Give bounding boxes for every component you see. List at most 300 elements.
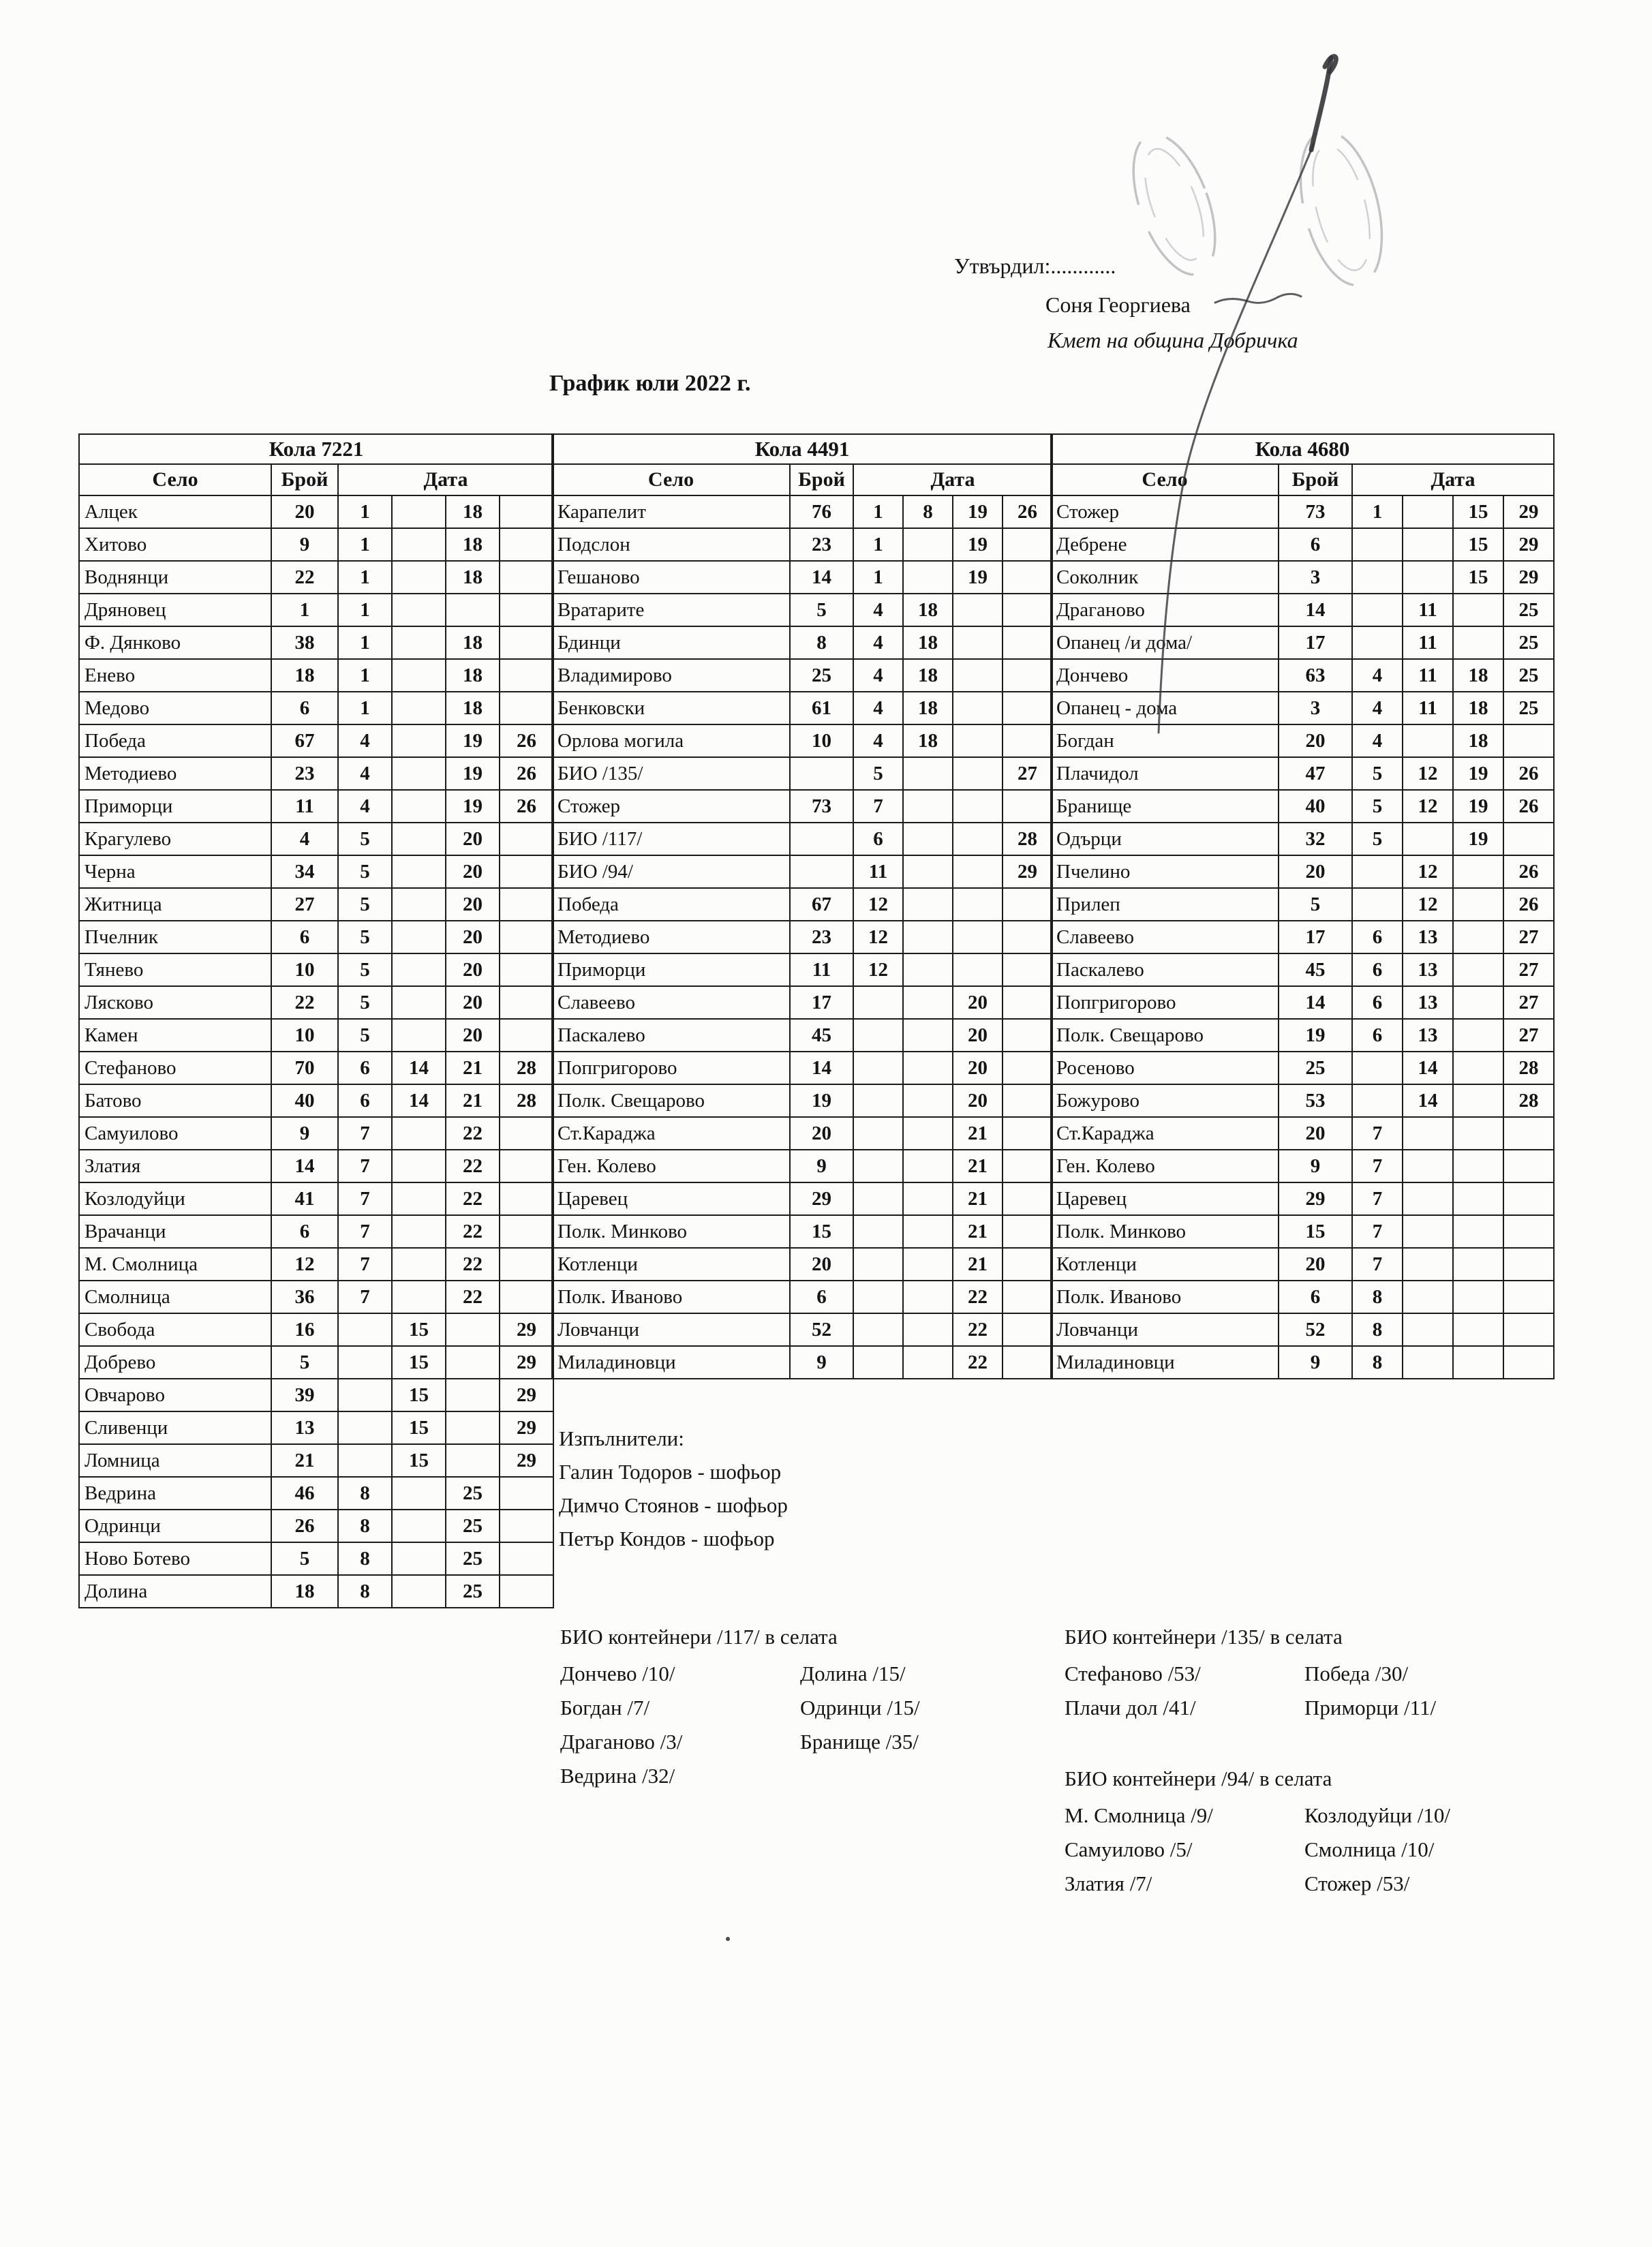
date-cell: 4 — [853, 692, 903, 724]
date-cell: 1 — [338, 659, 392, 692]
date-cell: 8 — [338, 1542, 392, 1575]
village-cell: Черна — [79, 855, 271, 888]
date-cell — [392, 724, 446, 757]
count-cell: 5 — [790, 594, 853, 626]
count-cell: 76 — [790, 495, 853, 528]
date-cell: 20 — [446, 888, 500, 921]
table-row — [1051, 561, 1554, 594]
village-cell: Стефаново — [79, 1052, 271, 1084]
date-cell — [1503, 1117, 1554, 1150]
date-cell: 13 — [1403, 1019, 1453, 1052]
date-cell — [500, 1477, 553, 1510]
table-row — [552, 1117, 1052, 1150]
date-cell: 19 — [446, 757, 500, 790]
date-cell: 1 — [338, 528, 392, 561]
bio-section-items — [560, 1662, 1051, 1798]
village-cell: Тянево — [79, 953, 271, 986]
village-cell: Ст.Караджа — [552, 1117, 790, 1150]
village-cell: Бенковски — [552, 692, 790, 724]
village-cell: Полк. Свещарово — [552, 1084, 790, 1117]
date-cell — [903, 1248, 953, 1281]
date-cell: 5 — [1352, 823, 1403, 855]
date-cell: 22 — [953, 1281, 1003, 1313]
count-header-cell: Брой — [790, 464, 853, 495]
date-cell — [1352, 855, 1403, 888]
table-row — [79, 823, 553, 855]
count-cell: 5 — [1279, 888, 1352, 921]
village-cell: БИО /135/ — [552, 757, 790, 790]
date-cell — [500, 1248, 553, 1281]
table-row — [79, 1019, 553, 1052]
date-cell: 21 — [953, 1150, 1003, 1182]
count-cell — [790, 823, 853, 855]
count-cell: 70 — [271, 1052, 338, 1084]
date-cell — [1403, 1117, 1453, 1150]
table-row — [1051, 1150, 1554, 1182]
date-cell — [1352, 1052, 1403, 1084]
date-cell: 21 — [953, 1182, 1003, 1215]
date-cell — [446, 594, 500, 626]
date-cell — [1403, 495, 1453, 528]
date-cell — [853, 1117, 903, 1150]
table-row — [552, 1052, 1052, 1084]
date-cell: 21 — [953, 1117, 1003, 1150]
date-cell — [853, 1346, 903, 1379]
date-cell — [1453, 1150, 1503, 1182]
date-cell — [1003, 528, 1052, 561]
executor-line: Димчо Стоянов - шофьор — [559, 1493, 788, 1517]
date-cell: 18 — [446, 692, 500, 724]
schedule-table-kola-4680 — [1050, 433, 1555, 1379]
date-cell — [500, 1510, 553, 1542]
date-cell — [1503, 1346, 1554, 1379]
round-stamp-icon — [1117, 123, 1232, 285]
date-cell: 25 — [1503, 692, 1554, 724]
bio-item: Приморци /11/ — [1304, 1696, 1437, 1719]
date-cell — [392, 594, 446, 626]
bio-item: Плачи дол /41/ — [1065, 1696, 1196, 1719]
signature-icon — [1325, 57, 1336, 72]
date-cell — [953, 921, 1003, 953]
count-cell: 10 — [271, 953, 338, 986]
date-cell — [1003, 594, 1052, 626]
date-cell: 12 — [1403, 790, 1453, 823]
date-cell — [392, 626, 446, 659]
date-cell: 29 — [1503, 495, 1554, 528]
count-cell: 20 — [1279, 1248, 1352, 1281]
bio-item: Златия /7/ — [1065, 1871, 1152, 1895]
document-title: График юли 2022 г. — [549, 371, 751, 396]
village-cell: Победа — [552, 888, 790, 921]
date-cell: 20 — [953, 1084, 1003, 1117]
date-cell — [392, 528, 446, 561]
table-row — [1051, 1182, 1554, 1215]
village-cell: Ломница — [79, 1444, 271, 1477]
date-cell — [500, 1575, 553, 1608]
date-cell — [500, 692, 553, 724]
date-cell — [1003, 953, 1052, 986]
date-cell: 29 — [1503, 561, 1554, 594]
count-cell: 12 — [271, 1248, 338, 1281]
bio-item: М. Смолница /9/ — [1065, 1803, 1213, 1827]
date-cell — [1352, 594, 1403, 626]
date-cell — [500, 495, 553, 528]
village-header-cell: Село — [79, 464, 271, 495]
table-row — [1051, 1346, 1554, 1379]
village-cell: Божурово — [1051, 1084, 1279, 1117]
date-cell — [853, 1215, 903, 1248]
date-cell — [953, 823, 1003, 855]
date-cell — [500, 921, 553, 953]
table-row — [1051, 823, 1554, 855]
table-row — [79, 724, 553, 757]
date-cell: 18 — [903, 724, 953, 757]
table-row — [552, 790, 1052, 823]
table-row — [79, 986, 553, 1019]
table-row — [1051, 659, 1554, 692]
count-cell: 6 — [271, 692, 338, 724]
village-header-cell: Село — [1051, 464, 1279, 495]
bio-section-items — [1065, 1662, 1569, 1730]
date-cell: 11 — [853, 855, 903, 888]
date-cell: 5 — [338, 855, 392, 888]
executor-line: Петър Кондов - шофьор — [559, 1527, 775, 1550]
date-cell — [903, 1215, 953, 1248]
count-header-cell: Брой — [271, 464, 338, 495]
date-cell: 29 — [500, 1379, 553, 1411]
date-cell — [1403, 1215, 1453, 1248]
date-cell: 25 — [1503, 659, 1554, 692]
bio-item: Стефаново /53/ — [1065, 1662, 1201, 1685]
village-cell: Ф. Дянково — [79, 626, 271, 659]
date-cell: 20 — [446, 855, 500, 888]
date-cell — [392, 1117, 446, 1150]
village-cell: Полк. Свещарово — [1051, 1019, 1279, 1052]
date-cell — [446, 1379, 500, 1411]
date-cell — [1403, 823, 1453, 855]
date-cell — [903, 1182, 953, 1215]
date-cell — [338, 1346, 392, 1379]
date-cell — [392, 823, 446, 855]
count-cell: 61 — [790, 692, 853, 724]
village-cell: Одърци — [1051, 823, 1279, 855]
date-cell — [500, 1182, 553, 1215]
date-cell — [1352, 626, 1403, 659]
date-cell — [1503, 1313, 1554, 1346]
village-cell: Смолница — [79, 1281, 271, 1313]
count-cell: 11 — [271, 790, 338, 823]
date-cell — [1453, 1248, 1503, 1281]
date-cell — [853, 1281, 903, 1313]
count-cell: 25 — [1279, 1052, 1352, 1084]
count-cell: 36 — [271, 1281, 338, 1313]
date-cell — [1453, 1281, 1503, 1313]
table-row — [552, 757, 1052, 790]
count-cell: 9 — [1279, 1346, 1352, 1379]
date-cell — [1003, 1150, 1052, 1182]
table-row — [1051, 1313, 1554, 1346]
count-cell: 29 — [790, 1182, 853, 1215]
date-cell — [903, 953, 953, 986]
date-cell — [1003, 1019, 1052, 1052]
table-row — [552, 1215, 1052, 1248]
bio-section-title: БИО контейнери /135/ в селата — [1065, 1625, 1343, 1649]
count-cell: 9 — [271, 1117, 338, 1150]
date-cell — [500, 659, 553, 692]
schedule-table-kola-7221 — [78, 433, 554, 1608]
date-cell — [392, 561, 446, 594]
table-row — [79, 692, 553, 724]
count-cell: 4 — [271, 823, 338, 855]
village-cell: Бдинци — [552, 626, 790, 659]
date-cell: 25 — [446, 1510, 500, 1542]
date-cell — [1003, 626, 1052, 659]
date-cell: 6 — [1352, 1019, 1403, 1052]
date-cell: 8 — [338, 1477, 392, 1510]
village-cell: Плачидол — [1051, 757, 1279, 790]
village-cell: Полк. Минково — [552, 1215, 790, 1248]
count-cell: 18 — [271, 1575, 338, 1608]
approval-signer-position: Кмет на община Добричка — [1047, 328, 1298, 352]
date-cell — [392, 495, 446, 528]
count-cell: 53 — [1279, 1084, 1352, 1117]
date-cell: 6 — [1352, 921, 1403, 953]
village-cell: Добрево — [79, 1346, 271, 1379]
date-cell: 25 — [446, 1542, 500, 1575]
village-cell: Методиево — [552, 921, 790, 953]
table-row — [1051, 986, 1554, 1019]
bio-item: Долина /15/ — [800, 1662, 906, 1685]
table-row — [1051, 495, 1554, 528]
date-cell: 29 — [500, 1411, 553, 1444]
date-cell: 5 — [338, 921, 392, 953]
date-cell: 26 — [500, 790, 553, 823]
village-cell: Полк. Иваново — [552, 1281, 790, 1313]
table-row — [1051, 953, 1554, 986]
village-cell: Прилеп — [1051, 888, 1279, 921]
village-cell: Врачанци — [79, 1215, 271, 1248]
bio-item: Богдан /7/ — [560, 1696, 650, 1719]
village-cell: Опанец /и дома/ — [1051, 626, 1279, 659]
date-header-cell: Дата — [338, 464, 553, 495]
table-row — [79, 1084, 553, 1117]
date-cell — [903, 1150, 953, 1182]
date-cell — [1003, 986, 1052, 1019]
date-cell: 22 — [446, 1248, 500, 1281]
date-cell: 22 — [446, 1281, 500, 1313]
count-cell: 38 — [271, 626, 338, 659]
date-cell: 18 — [446, 659, 500, 692]
table-row — [552, 823, 1052, 855]
date-cell — [446, 1346, 500, 1379]
approval-label: Утвърдил:............ — [954, 254, 1116, 278]
date-cell: 21 — [446, 1084, 500, 1117]
date-cell: 18 — [903, 594, 953, 626]
count-cell: 19 — [790, 1084, 853, 1117]
date-cell — [392, 1575, 446, 1608]
bio-item: Победа /30/ — [1304, 1662, 1409, 1685]
table-row — [552, 692, 1052, 724]
count-cell: 73 — [1279, 495, 1352, 528]
date-cell: 15 — [392, 1346, 446, 1379]
date-cell: 13 — [1403, 921, 1453, 953]
date-cell — [1503, 1215, 1554, 1248]
date-cell: 25 — [1503, 626, 1554, 659]
bio-section-title: БИО контейнери /117/ в селата — [560, 1625, 838, 1649]
date-cell: 8 — [903, 495, 953, 528]
bio-item: Одринци /15/ — [800, 1696, 920, 1719]
table-row — [79, 1313, 553, 1346]
date-cell — [1503, 1150, 1554, 1182]
date-cell — [1453, 1052, 1503, 1084]
date-cell — [1453, 1019, 1503, 1052]
date-cell: 7 — [338, 1248, 392, 1281]
date-cell — [853, 1248, 903, 1281]
date-cell — [1352, 1084, 1403, 1117]
village-cell: Стожер — [1051, 495, 1279, 528]
village-cell: Приморци — [79, 790, 271, 823]
date-cell — [1403, 1150, 1453, 1182]
count-cell: 6 — [790, 1281, 853, 1313]
date-cell: 20 — [953, 986, 1003, 1019]
date-cell — [853, 1052, 903, 1084]
date-cell — [392, 1215, 446, 1248]
table-row — [552, 1248, 1052, 1281]
date-cell — [903, 855, 953, 888]
bio-item: Ведрина /32/ — [560, 1764, 675, 1788]
date-cell: 22 — [953, 1313, 1003, 1346]
date-cell: 4 — [1352, 659, 1403, 692]
date-cell: 11 — [1403, 659, 1453, 692]
date-cell: 4 — [338, 790, 392, 823]
date-cell: 12 — [853, 953, 903, 986]
count-cell: 63 — [1279, 659, 1352, 692]
count-cell: 6 — [1279, 1281, 1352, 1313]
date-cell: 12 — [1403, 855, 1453, 888]
count-cell: 23 — [271, 757, 338, 790]
bio-item: Смолница /10/ — [1304, 1837, 1435, 1861]
date-header-cell: Дата — [1352, 464, 1554, 495]
count-cell: 39 — [271, 1379, 338, 1411]
count-cell: 11 — [790, 953, 853, 986]
date-cell — [953, 659, 1003, 692]
date-cell: 21 — [953, 1215, 1003, 1248]
village-cell: Паскалево — [552, 1019, 790, 1052]
date-cell — [500, 1150, 553, 1182]
count-cell: 40 — [1279, 790, 1352, 823]
date-cell: 18 — [446, 561, 500, 594]
date-cell — [500, 953, 553, 986]
table-row — [79, 1117, 553, 1150]
bio-item — [800, 1764, 1051, 1798]
date-cell: 8 — [1352, 1281, 1403, 1313]
bio-item: Стожер /53/ — [1304, 1871, 1410, 1895]
signature-icon — [1311, 58, 1331, 150]
date-cell — [1003, 1281, 1052, 1313]
table-row — [79, 626, 553, 659]
table-row — [1051, 626, 1554, 659]
date-cell — [1003, 790, 1052, 823]
date-cell — [853, 986, 903, 1019]
date-cell: 19 — [1453, 790, 1503, 823]
count-cell: 15 — [790, 1215, 853, 1248]
date-cell: 11 — [1403, 692, 1453, 724]
date-cell: 15 — [392, 1313, 446, 1346]
table-row — [79, 1052, 553, 1084]
date-cell — [1352, 561, 1403, 594]
table-row — [552, 855, 1052, 888]
table-row — [79, 659, 553, 692]
date-cell: 26 — [1503, 855, 1554, 888]
bio-item: Козлодуйци /10/ — [1304, 1803, 1450, 1827]
executors-heading: Изпълнители: — [559, 1426, 684, 1450]
village-cell: Паскалево — [1051, 953, 1279, 986]
date-cell: 22 — [953, 1346, 1003, 1379]
village-cell: Карапелит — [552, 495, 790, 528]
date-cell: 14 — [392, 1084, 446, 1117]
village-cell: Овчарово — [79, 1379, 271, 1411]
count-cell: 5 — [271, 1542, 338, 1575]
date-cell — [903, 1346, 953, 1379]
date-cell — [1453, 1084, 1503, 1117]
date-cell: 29 — [500, 1346, 553, 1379]
date-cell — [1003, 561, 1052, 594]
date-cell: 12 — [853, 888, 903, 921]
date-cell: 7 — [338, 1150, 392, 1182]
table-row — [79, 1411, 553, 1444]
date-cell: 15 — [392, 1379, 446, 1411]
count-cell: 16 — [271, 1313, 338, 1346]
date-cell — [1453, 626, 1503, 659]
count-cell: 15 — [1279, 1215, 1352, 1248]
date-cell: 7 — [1352, 1182, 1403, 1215]
village-cell: Свобода — [79, 1313, 271, 1346]
count-cell: 20 — [1279, 724, 1352, 757]
date-cell — [338, 1379, 392, 1411]
table-row — [79, 757, 553, 790]
date-cell — [338, 1313, 392, 1346]
count-cell: 5 — [271, 1346, 338, 1379]
count-cell: 22 — [271, 986, 338, 1019]
village-cell: Ст.Караджа — [1051, 1117, 1279, 1150]
village-cell: Дряновец — [79, 594, 271, 626]
date-cell — [1003, 1052, 1052, 1084]
date-cell: 29 — [500, 1444, 553, 1477]
date-cell — [953, 888, 1003, 921]
date-cell — [1352, 888, 1403, 921]
date-cell: 4 — [853, 659, 903, 692]
date-cell — [1503, 1182, 1554, 1215]
table-row — [552, 626, 1052, 659]
village-cell: Методиево — [79, 757, 271, 790]
date-cell — [953, 953, 1003, 986]
date-cell: 29 — [1503, 528, 1554, 561]
date-cell: 27 — [1003, 757, 1052, 790]
date-cell — [1003, 1248, 1052, 1281]
date-cell: 8 — [338, 1510, 392, 1542]
date-cell — [392, 953, 446, 986]
count-cell: 21 — [271, 1444, 338, 1477]
date-cell — [392, 1281, 446, 1313]
date-cell — [392, 1182, 446, 1215]
village-cell: Миладиновци — [552, 1346, 790, 1379]
village-cell: Пчелино — [1051, 855, 1279, 888]
table-row — [1051, 790, 1554, 823]
date-cell — [853, 1084, 903, 1117]
date-cell: 4 — [1352, 724, 1403, 757]
date-cell — [392, 888, 446, 921]
date-cell: 4 — [338, 757, 392, 790]
